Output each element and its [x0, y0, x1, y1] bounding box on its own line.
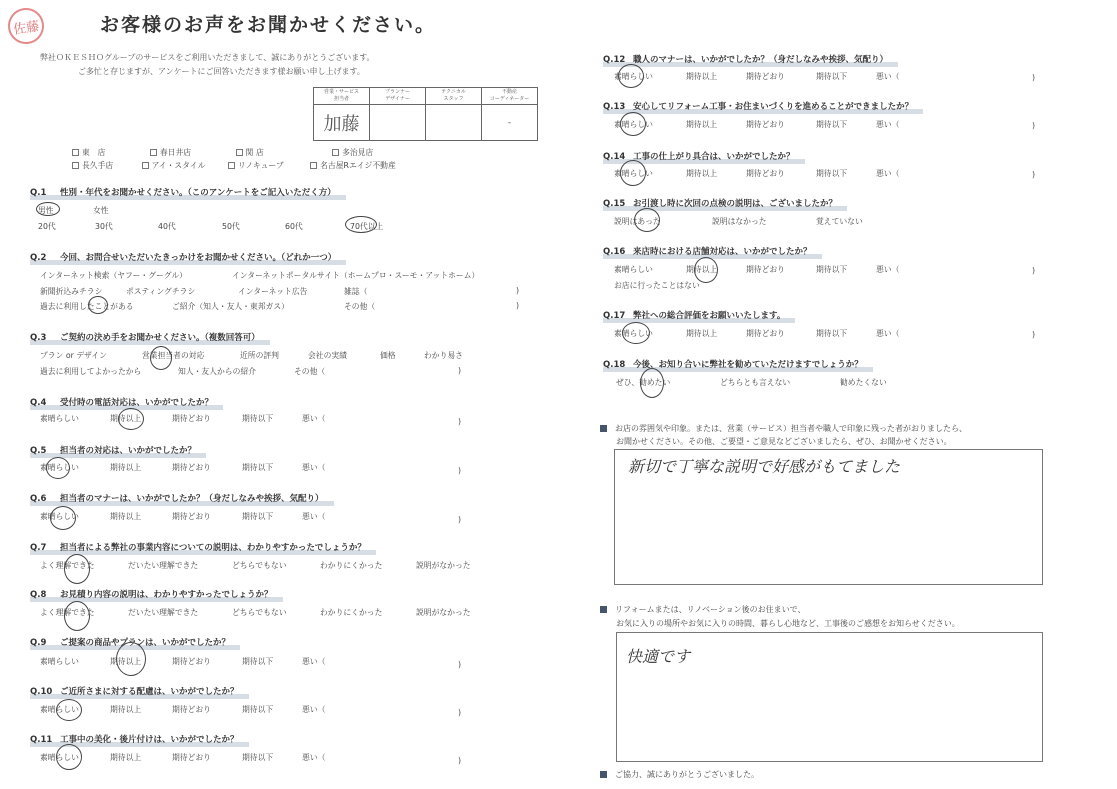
q16-rating-above[interactable]: 期待以上 — [686, 265, 718, 274]
q3-option-track-record[interactable]: 会社の実績 — [308, 351, 347, 360]
close-paren: ) — [516, 301, 520, 310]
close-paren: ) — [458, 660, 462, 669]
intro-line-1: 弊社ＯＫＥＳＨＯグループのサービスをご利用いただきまして、誠にありがとうございます。 — [40, 53, 375, 62]
store-row-2 — [72, 160, 396, 171]
question-7: Q.7 担当者による弊社の事業内容についての説明は、わかりやすかったでしょうか？ — [30, 541, 366, 553]
checkbox-icon — [72, 149, 79, 156]
q3-option-plan-design[interactable]: プラン or デザイン — [40, 351, 107, 360]
store-option[interactable]: 名古屋Rエイジ不動産 — [310, 161, 396, 170]
q12-rating-bad[interactable]: 悪い（ — [876, 72, 900, 81]
q8-option-none[interactable]: 説明がなかった — [416, 608, 471, 617]
answer-circle — [46, 457, 70, 479]
staff-header-planner: プランナー デザイナー — [370, 88, 426, 105]
staff-table — [313, 87, 538, 141]
question-11: Q.11 工事中の美化・後片付けは、いかがでしたか？ — [30, 733, 239, 745]
q17-rating-below[interactable]: 期待以下 — [816, 329, 848, 338]
q13-rating-below[interactable]: 期待以下 — [816, 120, 848, 129]
checkbox-icon — [150, 149, 157, 156]
staff-planner-name — [370, 105, 426, 141]
q11-rating-below[interactable]: 期待以下 — [242, 753, 274, 762]
question-12: Q.12 職人のマナーは、いかがでしたか？（身だしなみや挨拶、気配り） — [603, 53, 888, 65]
q1-age-60s[interactable]: 60代 — [285, 222, 303, 231]
q9-rating-as-expected[interactable]: 期待どおり — [172, 657, 211, 666]
q6-rating-above[interactable]: 期待以上 — [110, 512, 142, 521]
q6-rating-below[interactable]: 期待以下 — [242, 512, 274, 521]
answer-circle — [56, 699, 82, 721]
close-paren: ) — [1032, 170, 1036, 179]
close-paren: ) — [458, 756, 462, 765]
q9-rating-excellent[interactable]: 素晴らしい — [40, 657, 79, 666]
q4-rating-excellent[interactable]: 素晴らしい — [40, 414, 79, 423]
answer-circle — [694, 257, 718, 283]
q4-rating-above[interactable]: 期待以上 — [110, 414, 142, 423]
q5-rating-above[interactable]: 期待以上 — [110, 463, 142, 472]
comment-answer-1: 新切で丁寧な説明で好感がもてました — [628, 457, 901, 476]
store-option[interactable]: アイ・スタイル — [142, 161, 206, 170]
q2-option-newspaper-flyer[interactable]: 新聞折込みチラシ — [40, 287, 103, 296]
q1-gender-male[interactable]: 男性 — [38, 206, 54, 215]
q3-option-friend-referral[interactable]: 知人・友人からの紹介 — [178, 367, 256, 376]
question-13: Q.13 安心してリフォーム工事・お住まいづくりを進めることができましたか？ — [603, 100, 913, 112]
q5-rating-bad[interactable]: 悪い（ — [302, 463, 326, 472]
q15-option-not-explained[interactable]: 説明はなかった — [712, 217, 767, 226]
close-paren: ) — [1032, 330, 1036, 339]
answer-circle — [622, 322, 650, 344]
close-paren: ) — [458, 708, 462, 717]
answer-circle — [50, 506, 76, 530]
q7-option-mostly-understood[interactable]: だいたい理解できた — [128, 561, 199, 570]
close-paren: ) — [1032, 73, 1036, 82]
q11-rating-above[interactable]: 期待以上 — [110, 753, 142, 762]
q18-option-not-recommend[interactable]: 勧めたくない — [840, 378, 887, 387]
q7-option-well-understood[interactable]: よく理解できた — [40, 561, 95, 570]
question-17: Q.17 弊社への総合評価をお願いいたします。 — [603, 309, 785, 321]
q13-rating-bad[interactable]: 悪い（ — [876, 120, 900, 129]
question-18: Q.18 今後、お知り合いに弊社を勧めていただけますでしょうか？ — [603, 358, 863, 370]
comment-answer-2: 快適です — [626, 647, 691, 666]
q1-age-40s[interactable]: 40代 — [158, 222, 176, 231]
answer-circle — [116, 642, 146, 676]
q8-option-mostly-understood[interactable]: だいたい理解できた — [128, 608, 199, 617]
q7-option-none[interactable]: 説明がなかった — [416, 561, 471, 570]
q13-rating-excellent[interactable]: 素晴らしい — [614, 120, 653, 129]
comment-prompt-1-line-2: お聞かせください。その他、ご要望・ご意見などございましたら、ぜひ、お聞かせください。 — [616, 437, 952, 446]
comment-prompt-2-line-2: お気に入りの場所やお気に入りの時間、暮らし心地など、工事後のご感想をお知らせください。 — [616, 619, 960, 628]
answer-circle — [150, 346, 172, 370]
q14-rating-excellent[interactable]: 素晴らしい — [614, 169, 653, 178]
staff-sales-name: 加藤 — [314, 105, 370, 141]
bullet-square-icon — [600, 425, 607, 432]
store-option[interactable]: 春日井店 — [150, 148, 191, 157]
q1-gender-female[interactable]: 女性 — [93, 206, 109, 215]
q14-rating-as-expected[interactable]: 期待どおり — [746, 169, 785, 178]
bullet-square-icon — [600, 606, 607, 613]
store-row-1 — [72, 147, 373, 158]
footer-thanks: ご協力、誠にありがとうございました。 — [600, 769, 759, 780]
answer-circle — [118, 408, 144, 430]
answer-circle — [640, 368, 664, 398]
q9-rating-below[interactable]: 期待以下 — [242, 657, 274, 666]
q15-option-explained[interactable]: 説明はあった — [614, 217, 661, 226]
q11-rating-as-expected[interactable]: 期待どおり — [172, 753, 211, 762]
q16-rating-as-expected[interactable]: 期待どおり — [746, 265, 785, 274]
staff-technical-name — [426, 105, 482, 141]
question-6: Q.6 担当者のマナーは、いかがでしたか？（身だしなみや挨拶、気配り） — [30, 492, 324, 504]
q6-rating-bad[interactable]: 悪い（ — [302, 512, 326, 521]
q16-rating-bad[interactable]: 悪い（ — [876, 265, 900, 274]
q1-age-20s[interactable]: 20代 — [38, 222, 56, 231]
question-8: Q.8 お見積り内容の説明は、わかりやすかったでしょうか？ — [30, 588, 273, 600]
question-1: Q.1 性別・年代をお聞かせください。（このアンケートをご記入いただく方） — [30, 186, 336, 198]
q3-option-past-good[interactable]: 過去に利用してよかったから — [40, 367, 142, 376]
answer-circle — [345, 216, 377, 233]
q5-rating-as-expected[interactable]: 期待どおり — [172, 463, 211, 472]
q2-option-other[interactable]: その他（ — [344, 302, 376, 311]
q13-rating-above[interactable]: 期待以上 — [686, 120, 718, 129]
q6-rating-as-expected[interactable]: 期待どおり — [172, 512, 211, 521]
answer-circle — [64, 601, 90, 631]
bullet-square-icon — [600, 771, 607, 778]
checkbox-icon — [142, 162, 149, 169]
q2-option-posting-flyer[interactable]: ポスティングチラシ — [126, 287, 196, 296]
question-10: Q.10 ご近所さまに対する配慮は、いかがでしたか？ — [30, 685, 239, 697]
comment-prompt-1: お店の雰囲気や印象。または、営業（サービス）担当者や職人で印象に残った者がおりましたら、 — [600, 423, 967, 434]
q17-rating-excellent[interactable]: 素晴らしい — [614, 329, 653, 338]
q5-rating-below[interactable]: 期待以下 — [242, 463, 274, 472]
answer-circle — [36, 202, 60, 216]
q13-rating-as-expected[interactable]: 期待どおり — [746, 120, 785, 129]
staff-header-technical: テクニカル スタッフ — [426, 88, 482, 105]
q2-option-internet-search[interactable]: インターネット検索（ヤフー・グーグル） — [40, 271, 187, 280]
q2-option-magazine[interactable]: 雑誌（ — [344, 287, 368, 296]
q10-rating-below[interactable]: 期待以下 — [242, 705, 274, 714]
q15-option-dont-remember[interactable]: 覚えていない — [816, 217, 863, 226]
q17-rating-bad[interactable]: 悪い（ — [876, 329, 900, 338]
question-2: Q.2 今回、お問合せいただいたきっかけをお聞かせください。（どれか一つ） — [30, 251, 336, 263]
q3-option-reputation[interactable]: 近所の評判 — [240, 351, 279, 360]
q10-rating-excellent[interactable]: 素晴らしい — [40, 705, 79, 714]
q11-rating-excellent[interactable]: 素晴らしい — [40, 753, 79, 762]
q2-option-internet-ad[interactable]: インターネット広告 — [238, 287, 308, 296]
q4-rating-bad[interactable]: 悪い（ — [302, 414, 326, 423]
q9-rating-above[interactable]: 期待以上 — [110, 657, 142, 666]
q5-rating-excellent[interactable]: 素晴らしい — [40, 463, 79, 472]
close-paren: ) — [458, 466, 462, 475]
q3-option-price[interactable]: 価格 — [380, 351, 396, 360]
q10-rating-above[interactable]: 期待以上 — [110, 705, 142, 714]
checkbox-icon — [228, 162, 235, 169]
q8-option-neither[interactable]: どちらでもない — [232, 608, 287, 617]
q12-rating-above[interactable]: 期待以上 — [686, 72, 718, 81]
q4-rating-below[interactable]: 期待以下 — [242, 414, 274, 423]
q7-option-hard[interactable]: わかりにくかった — [320, 561, 383, 570]
q9-rating-bad[interactable]: 悪い（ — [302, 657, 326, 666]
question-15: Q.15 お引渡し時に次回の点検の説明は、ございましたか？ — [603, 197, 837, 209]
close-paren: ) — [1032, 121, 1036, 130]
question-9: Q.9 ご提案の商品やプランは、いかがでしたか？ — [30, 636, 230, 648]
q14-rating-below[interactable]: 期待以下 — [816, 169, 848, 178]
close-paren: ) — [458, 366, 462, 375]
q16-option-never-visited[interactable]: お店に行ったことはない — [614, 281, 700, 290]
close-paren: ) — [458, 515, 462, 524]
q18-option-recommend[interactable]: ぜひ、勧めたい — [616, 378, 671, 387]
checkbox-icon — [236, 149, 243, 156]
q14-rating-bad[interactable]: 悪い（ — [876, 169, 900, 178]
q1-age-70s-plus[interactable]: 70代以上 — [350, 222, 384, 231]
q17-rating-as-expected[interactable]: 期待どおり — [746, 329, 785, 338]
intro-line-2: ご多忙と存じますが、アンケートにご回答いただきます様お願い申し上げます。 — [78, 67, 365, 76]
store-option[interactable]: 長久手店 — [72, 161, 113, 170]
answer-circle — [88, 296, 108, 314]
q4-rating-as-expected[interactable]: 期待どおり — [172, 414, 211, 423]
answer-circle — [634, 208, 660, 232]
q1-age-50s[interactable]: 50代 — [222, 222, 240, 231]
answer-circle — [618, 64, 644, 88]
q10-rating-as-expected[interactable]: 期待どおり — [172, 705, 211, 714]
q3-option-sales-rep[interactable]: 営業担当者の対応 — [142, 351, 205, 360]
answer-circle — [620, 160, 646, 186]
q7-option-neither[interactable]: どちらでもない — [232, 561, 287, 570]
answer-circle — [56, 744, 82, 770]
seal-stamp: 佐藤 — [6, 6, 47, 47]
close-paren: ) — [516, 286, 520, 295]
question-5: Q.5 担当者の対応は、いかがでしたか？ — [30, 444, 196, 456]
page-title: お客様のお声をお聞かせください。 — [100, 14, 437, 36]
question-14: Q.14 工事の仕上がり具合は、いかがでしたか？ — [603, 150, 795, 162]
q16-rating-below[interactable]: 期待以下 — [816, 265, 848, 274]
store-option-checked[interactable]: 関 店 — [236, 148, 264, 157]
q2-option-referral[interactable]: ご紹介（知人・友人・東邦ガス） — [172, 302, 289, 311]
q12-rating-as-expected[interactable]: 期待どおり — [746, 72, 785, 81]
question-16: Q.16 来店時における店舗対応は、いかがでしたか？ — [603, 245, 812, 257]
q3-option-other[interactable]: その他（ — [294, 367, 326, 376]
q14-rating-above[interactable]: 期待以上 — [686, 169, 718, 178]
checkbox-icon — [332, 149, 339, 156]
q2-option-portal-site[interactable]: インターネットポータルサイト（ホームプロ・スーモ・アットホーム） — [232, 271, 480, 280]
store-option[interactable]: 東 店 — [72, 148, 105, 157]
checkbox-icon — [72, 162, 79, 169]
question-3: Q.3 ご契約の決め手をお聞かせください。（複数回答可） — [30, 331, 260, 343]
q1-age-30s[interactable]: 30代 — [95, 222, 113, 231]
close-paren: ) — [458, 417, 462, 426]
q10-rating-bad[interactable]: 悪い（ — [302, 705, 326, 714]
q6-rating-excellent[interactable]: 素晴らしい — [40, 512, 79, 521]
close-paren: ) — [1032, 266, 1036, 275]
comment-prompt-2: リフォームまたは、リノベーション後のお住まいで、 — [600, 604, 805, 615]
staff-header-realestate: 不動産 コーディネーター — [482, 88, 538, 105]
store-option[interactable]: リノキューブ — [228, 161, 284, 170]
q2-option-past-use[interactable]: 過去に利用したことがある — [40, 302, 134, 311]
question-4: Q.4 受付時の電話対応は、いかがでしたか？ — [30, 396, 213, 408]
q17-rating-above[interactable]: 期待以上 — [686, 329, 718, 338]
q12-rating-excellent[interactable]: 素晴らしい — [614, 72, 653, 81]
q8-option-hard[interactable]: わかりにくかった — [320, 608, 383, 617]
q11-rating-bad[interactable]: 悪い（ — [302, 753, 326, 762]
q16-rating-excellent[interactable]: 素晴らしい — [614, 265, 653, 274]
q3-option-clarity[interactable]: わかり易さ — [424, 351, 463, 360]
checkbox-icon — [310, 162, 317, 169]
q12-rating-below[interactable]: 期待以下 — [816, 72, 848, 81]
answer-circle — [64, 554, 90, 584]
staff-realestate-name: - — [482, 105, 538, 141]
answer-circle — [620, 112, 646, 136]
staff-header-sales: 営業・サービス 担当者 — [314, 88, 370, 105]
store-option[interactable]: 多治見店 — [332, 148, 373, 157]
q18-option-neutral[interactable]: どちらとも言えない — [720, 378, 791, 387]
q8-option-well-understood[interactable]: よく理解できた — [40, 608, 95, 617]
